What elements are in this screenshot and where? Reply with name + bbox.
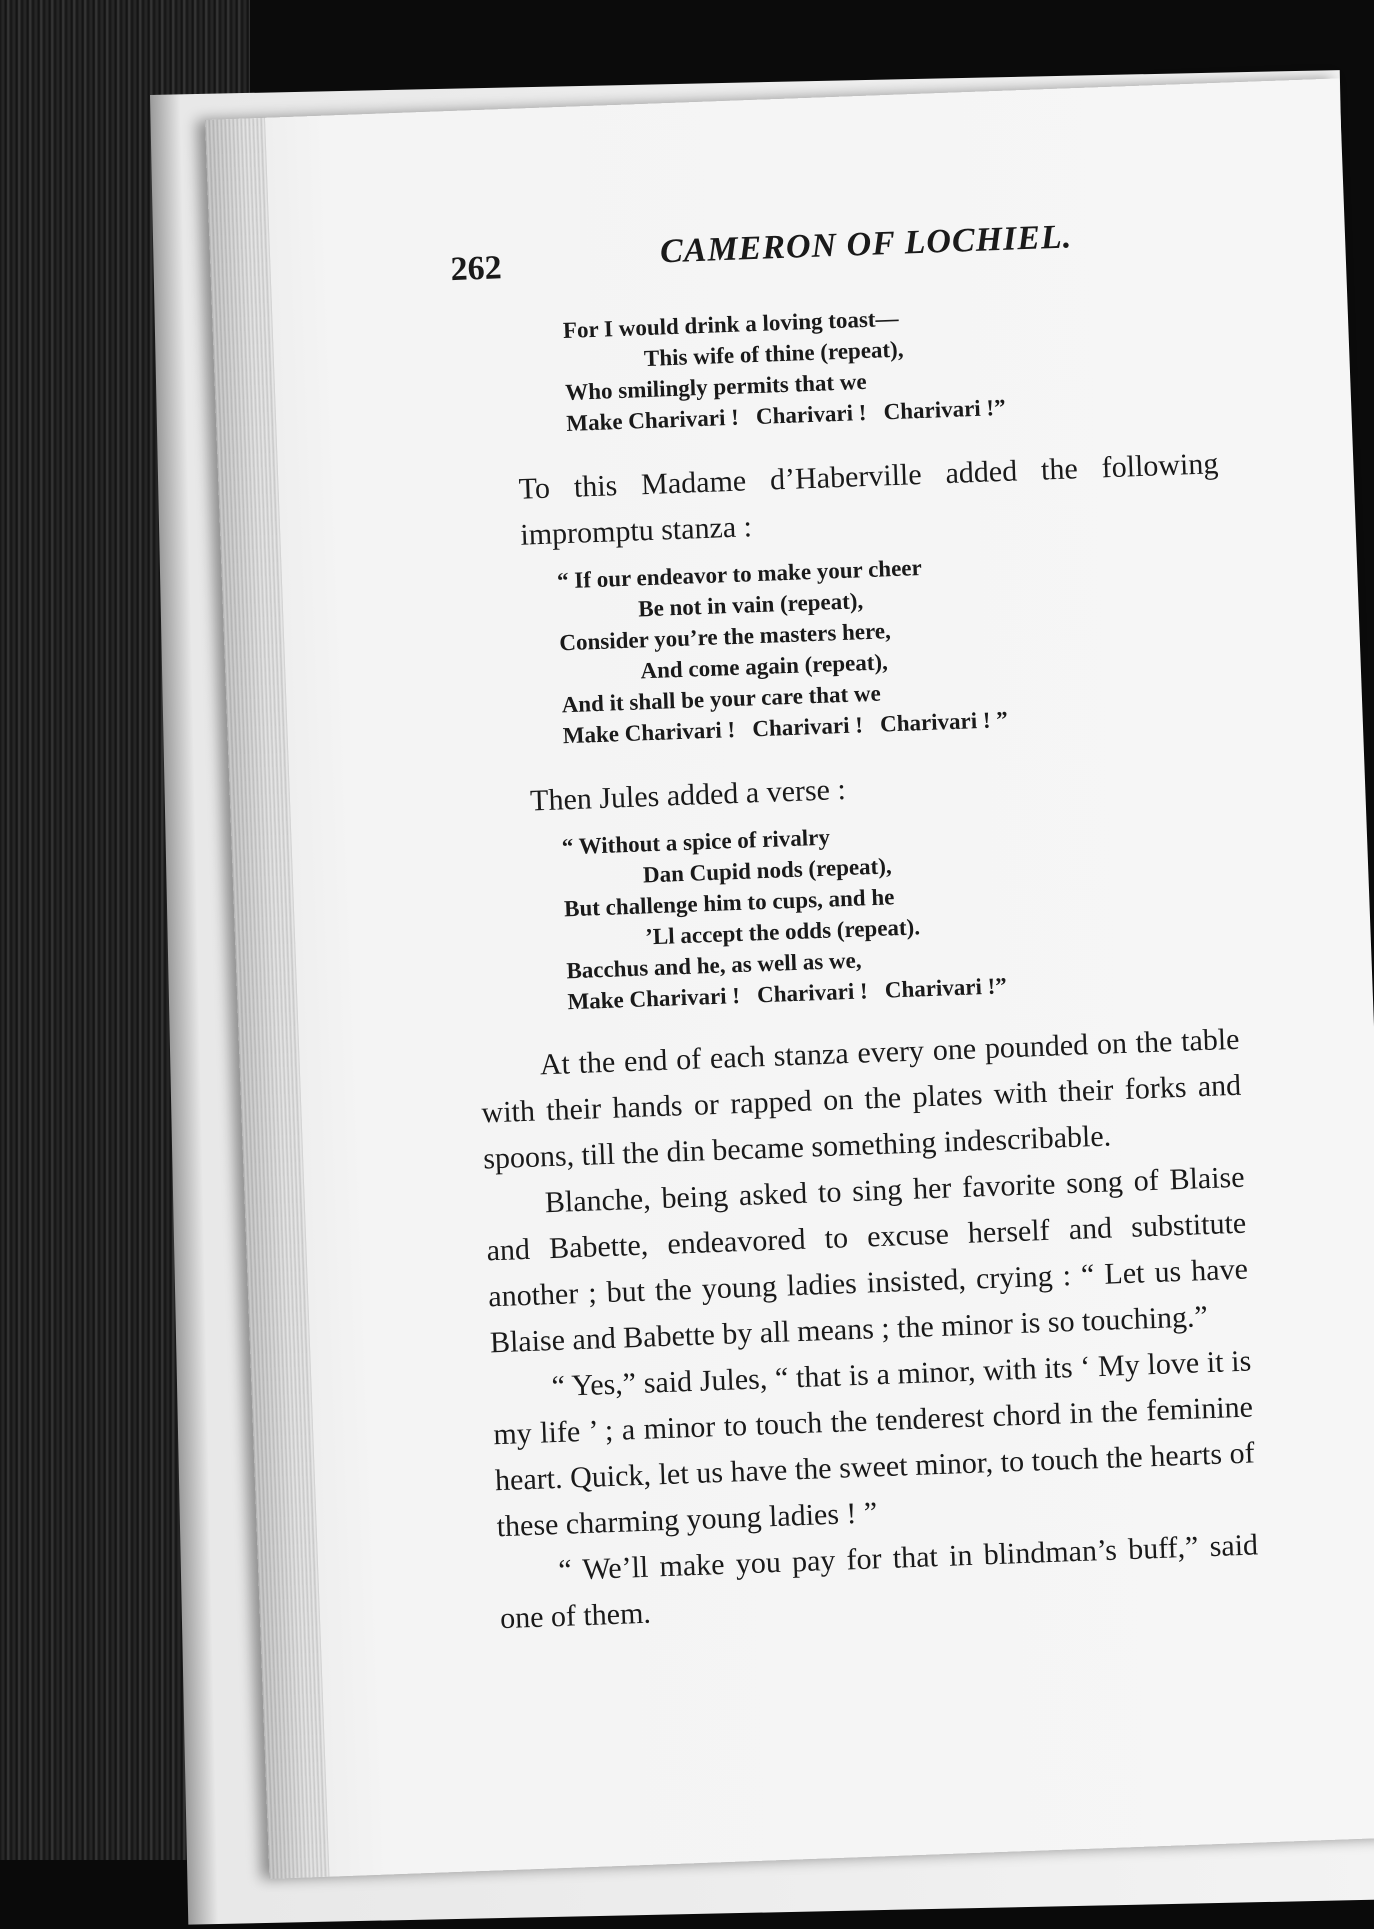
verse-line: This wife of thine (repeat), [643, 336, 904, 372]
paragraph-blanche: Blanche, being asked to sing her favorite song of Blaise and Babette, endeavored to excuse herself and substitute another ; but the young ladies insisted, crying : “ Let us have Blaise and Babette by all means ; the minor is so touching.” [486, 1160, 1249, 1360]
paragraph-end-of-stanza: At the end of each stanza every one pounded on the table with their hands or rapped on the plates with their forks and spoons, till the din became something indescribable. [480, 1022, 1242, 1176]
verse-line: And come again (repeat), [640, 649, 889, 684]
verse-block-1 [562, 291, 1216, 439]
paragraph-jules-reply: “ Yes,” said Jules, “ that is a minor, with its ‘ My love it is my life ’ ; a minor to touch the tenderest chord in the feminine heart. Quick, let us have the sweet minor, to touch the hearts of these charming young ladies ! ” [492, 1344, 1256, 1544]
verse-block-2 [557, 541, 1228, 751]
verse-line: Bacchus and he, as well as we, [565, 947, 862, 984]
paragraph-blindmans-buff: “ We’ll make you pay for that in blindman’s buff,” said one of them. [499, 1528, 1259, 1636]
verse-line: Make Charivari ! Charivari ! Charivari ! ” [562, 706, 1009, 749]
page-number: 262 [449, 249, 503, 289]
verse-line: Dan Cupid nods (repeat), [642, 853, 893, 888]
book-page [205, 78, 1374, 1878]
verse-line: ’Ll accept the odds (repeat). [644, 914, 921, 950]
running-title: CAMERON OF LOCHIEL. [659, 218, 1073, 271]
verse-line: Who smilingly permits that we [564, 368, 868, 405]
verse-line: And it shall be your care that we [561, 680, 882, 718]
verse-line: Make Charivari ! Charivari ! Charivari !” [567, 973, 1008, 1015]
page-content [450, 213, 1261, 1642]
verse-line: Make Charivari ! Charivari ! Charivari !” [565, 394, 1007, 436]
verse-block-3 [561, 807, 1237, 1017]
verse-line: Be not in vain (repeat), [637, 588, 864, 622]
paragraph-jules-verse: Then Jules added a verse : [529, 772, 847, 818]
verse-line: “ If our endeavor to make your cheer [556, 555, 923, 594]
verse-line: Consider you’re the masters here, [558, 618, 892, 656]
verse-line: For I would drink a loving toast— [562, 305, 899, 344]
paragraph-impromptu: To this Madame d’Haberville added the following impromptu stanza : [518, 447, 1219, 552]
verse-line: “ Without a spice of rivalry [561, 824, 831, 860]
verse-line: But challenge him to cups, and he [563, 884, 895, 922]
